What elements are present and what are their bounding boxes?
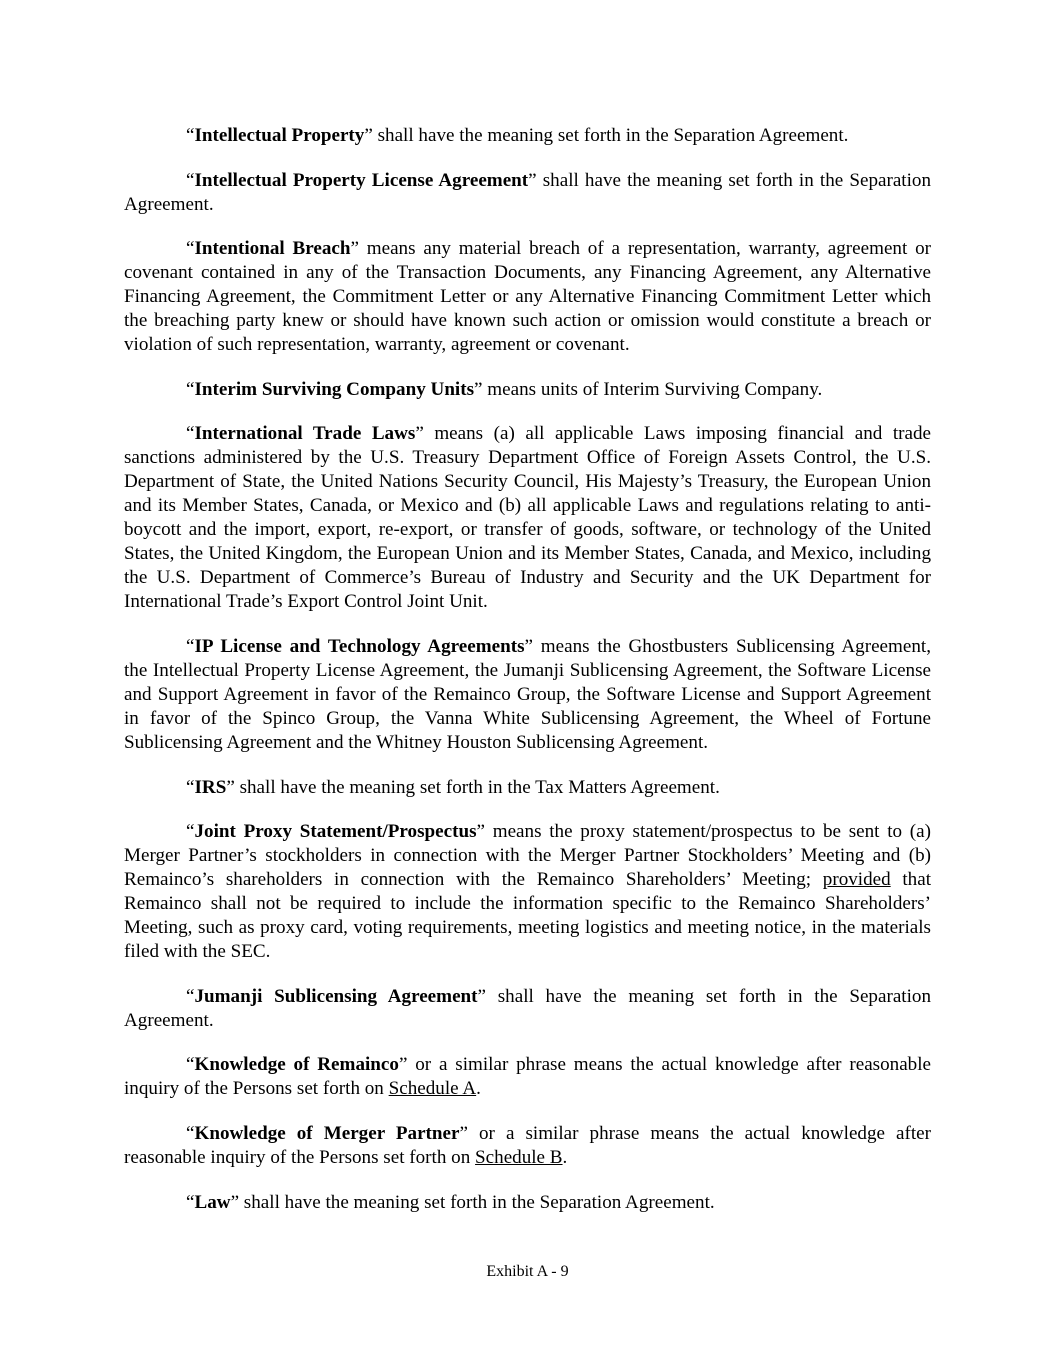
definition-text-after: .: [562, 1146, 568, 1168]
definition-intellectual-property: [124, 124, 931, 148]
definition-text: ” shall have the meaning set forth in the Tax Matters Agreement.: [226, 776, 720, 798]
open-quote: “: [186, 1122, 195, 1144]
defined-term: Law: [194, 1191, 231, 1213]
defined-term: International Trade Laws: [194, 423, 416, 445]
definition-interim-surviving-company-units: [124, 378, 931, 402]
definition-text: ” or a similar phrase means the actual knowledge after reasonable inquiry of the Persons set forth on: [124, 1054, 931, 1100]
open-quote: “: [186, 238, 195, 260]
definition-text: ” or a similar phrase means the actual knowledge after reasonable inquiry of the Persons set forth on: [124, 1122, 931, 1168]
open-quote: “: [186, 1054, 195, 1076]
open-quote: “: [186, 821, 195, 843]
definition-law: [124, 1191, 931, 1215]
open-quote: “: [186, 378, 195, 400]
definition-text: ” means the Ghostbusters Sublicensing Agreement, the Intellectual Property License Agreement, the Jumanji Sublicensing Agreement, the Software License and Support Agreement in favor of the Remainco Group, the Software License and Support Agreement in favor of the Spinco Group, the Vanna White Sublicensing Agreement, the Wheel of Fortune Sublicensing Agreement and the Whitney Houston Sublicensing Agreement.: [124, 635, 931, 753]
definition-text-after: that Remainco shall not be required to include the information specific to the Remainco Shareholders’ Meeting, such as proxy card, voting requirements, meeting logistics and meeting notice, in the materials filed with the SEC.: [124, 869, 932, 963]
open-quote: “: [186, 776, 195, 798]
defined-term: Jumanji Sublicensing Agreement: [194, 985, 478, 1007]
document-page: [124, 124, 931, 1235]
definition-international-trade-laws: [124, 422, 931, 614]
page-footer: Exhibit A - 9: [486, 1263, 569, 1280]
definition-irs: [124, 776, 931, 800]
defined-term: Interim Surviving Company Units: [194, 378, 475, 400]
definition-knowledge-of-merger-partner: [124, 1122, 931, 1170]
definition-intentional-breach: [124, 237, 931, 357]
definition-text: ” means any material breach of a representation, warranty, agreement or covenant contained in any of the Transaction Documents, any Financing Agreement, any Alternative Financing Agreement, the Commitment Letter or any Alternative Financing Commitment Letter which the breaching party knew or should have known such action or omission would constitute a breach or violation of such representation, warranty, agreement or covenant.: [124, 238, 931, 356]
definition-text: ” shall have the meaning set forth in the Separation Agreement.: [230, 1191, 715, 1213]
open-quote: “: [186, 169, 195, 191]
definition-text: ” shall have the meaning set forth in the Separation Agreement.: [124, 985, 931, 1031]
definition-text: ” means units of Interim Surviving Company.: [474, 378, 823, 400]
defined-term: IRS: [194, 776, 227, 798]
definition-jumanji-sublicensing-agreement: [124, 985, 931, 1033]
defined-term: Intellectual Property: [194, 125, 365, 146]
schedule-reference: Schedule B: [475, 1146, 563, 1168]
open-quote: “: [186, 423, 195, 445]
underlined-word: provided: [822, 869, 891, 891]
definition-ip-license-agreement: [124, 169, 931, 217]
definition-ip-license-technology-agreements: [124, 635, 931, 755]
defined-term: Knowledge of Merger Partner: [194, 1122, 460, 1144]
defined-term: IP License and Technology Agreements: [194, 635, 525, 657]
definition-joint-proxy-statement: [124, 820, 931, 964]
definition-text: ” shall have the meaning set forth in the Separation Agreement.: [364, 125, 849, 146]
definition-text: ” means the proxy statement/prospectus to be sent to (a) Merger Partner’s stockholders in connection with the Merger Partner Stockholders’ Meeting and (b) Remainco’s shareholders in connection with the Remainco Shareholders’ Meeting;: [124, 821, 931, 891]
defined-term: Joint Proxy Statement/Prospectus: [194, 821, 477, 843]
definition-text: ” means (a) all applicable Laws imposing financial and trade sanctions administered by the U.S. Treasury Department Office of Foreign Assets Control, the U.S. Department of State, the United Nations Security Council, His Majesty’s Treasury, the European Union and its Member States, Canada, or Mexico and (b) all applicable Laws and regulations relating to anti-boycott and the import, export, re-export, or transfer of goods, software, or technology of the United States, the United Kingdom, the European Union and its Member States, Canada, and Mexico, including the U.S. Department of Commerce’s Bureau of Industry and Security and the UK Department for International Trade’s Export Control Joint Unit.: [124, 423, 931, 613]
open-quote: “: [186, 985, 195, 1007]
defined-term: Intentional Breach: [194, 238, 351, 260]
definition-text-after: .: [476, 1078, 481, 1100]
defined-term: Knowledge of Remainco: [194, 1054, 399, 1076]
open-quote: “: [186, 125, 195, 146]
defined-term: Intellectual Property License Agreement: [194, 169, 529, 191]
open-quote: “: [186, 635, 195, 657]
open-quote: “: [186, 1191, 195, 1213]
definition-text: ” shall have the meaning set forth in the Separation Agreement.: [124, 169, 931, 215]
schedule-reference: Schedule A: [388, 1078, 477, 1100]
definition-knowledge-of-remainco: [124, 1053, 931, 1101]
